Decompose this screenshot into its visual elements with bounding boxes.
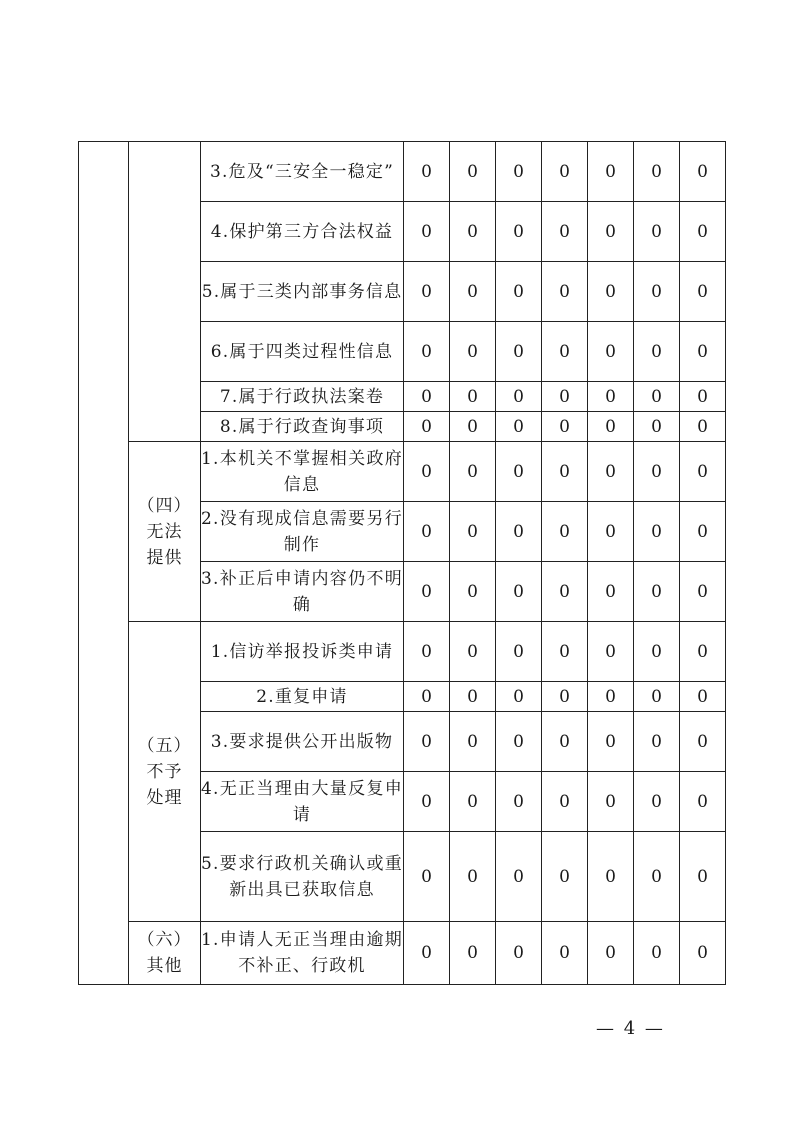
item-label-cell: 2.没有现成信息需要另行制作 [201, 502, 404, 562]
value-cell: 0 [634, 412, 680, 442]
value-cell: 0 [680, 412, 726, 442]
value-cell: 0 [404, 142, 450, 202]
value-cell: 0 [404, 502, 450, 562]
value-cell: 0 [542, 682, 588, 712]
item-label-cell: 5.要求行政机关确认或重新出具已获取信息 [201, 832, 404, 922]
value-cell: 0 [496, 562, 542, 622]
table-row [79, 442, 726, 502]
statistics-table [78, 141, 726, 985]
value-cell: 0 [450, 622, 496, 682]
value-cell: 0 [588, 682, 634, 712]
value-cell: 0 [588, 832, 634, 922]
item-label-cell: 3.要求提供公开出版物 [201, 712, 404, 772]
item-label-cell: 6.属于四类过程性信息 [201, 322, 404, 382]
value-cell: 0 [542, 322, 588, 382]
value-cell: 0 [404, 922, 450, 985]
value-cell: 0 [542, 622, 588, 682]
value-cell: 0 [680, 922, 726, 985]
value-cell: 0 [588, 382, 634, 412]
item-label-cell: 1.本机关不掌握相关政府信息 [201, 442, 404, 502]
item-label-cell: 1.信访举报投诉类申请 [201, 622, 404, 682]
value-cell: 0 [404, 622, 450, 682]
value-cell: 0 [404, 562, 450, 622]
value-cell: 0 [634, 562, 680, 622]
value-cell: 0 [404, 682, 450, 712]
value-cell: 0 [680, 622, 726, 682]
value-cell: 0 [496, 322, 542, 382]
value-cell: 0 [450, 832, 496, 922]
value-cell: 0 [542, 412, 588, 442]
value-cell: 0 [634, 442, 680, 502]
item-label-cell: 5.属于三类内部事务信息 [201, 262, 404, 322]
value-cell: 0 [496, 622, 542, 682]
value-cell: 0 [680, 142, 726, 202]
value-cell: 0 [588, 622, 634, 682]
table-row [79, 142, 726, 202]
value-cell: 0 [680, 442, 726, 502]
value-cell: 0 [588, 202, 634, 262]
value-cell: 0 [450, 502, 496, 562]
value-cell: 0 [496, 202, 542, 262]
value-cell: 0 [542, 142, 588, 202]
category-cell: （六） 其他 [129, 922, 201, 985]
outer-category-cell [79, 142, 129, 985]
value-cell: 0 [404, 772, 450, 832]
value-cell: 0 [450, 922, 496, 985]
value-cell: 0 [542, 562, 588, 622]
value-cell: 0 [634, 142, 680, 202]
value-cell: 0 [680, 202, 726, 262]
value-cell: 0 [634, 772, 680, 832]
value-cell: 0 [588, 502, 634, 562]
value-cell: 0 [542, 832, 588, 922]
value-cell: 0 [634, 832, 680, 922]
value-cell: 0 [588, 142, 634, 202]
value-cell: 0 [496, 772, 542, 832]
item-label-cell: 4.无正当理由大量反复申请 [201, 772, 404, 832]
value-cell: 0 [496, 412, 542, 442]
value-cell: 0 [588, 772, 634, 832]
value-cell: 0 [680, 322, 726, 382]
value-cell: 0 [588, 412, 634, 442]
value-cell: 0 [450, 712, 496, 772]
value-cell: 0 [634, 502, 680, 562]
value-cell: 0 [542, 712, 588, 772]
item-label-cell: 1.申请人无正当理由逾期不补正、行政机 [201, 922, 404, 985]
value-cell: 0 [588, 262, 634, 322]
table-row [79, 922, 726, 985]
value-cell: 0 [496, 502, 542, 562]
value-cell: 0 [634, 712, 680, 772]
value-cell: 0 [450, 412, 496, 442]
value-cell: 0 [588, 922, 634, 985]
value-cell: 0 [404, 202, 450, 262]
value-cell: 0 [542, 502, 588, 562]
value-cell: 0 [404, 832, 450, 922]
value-cell: 0 [542, 262, 588, 322]
value-cell: 0 [450, 262, 496, 322]
value-cell: 0 [680, 772, 726, 832]
value-cell: 0 [450, 202, 496, 262]
value-cell: 0 [680, 682, 726, 712]
value-cell: 0 [588, 442, 634, 502]
value-cell: 0 [634, 262, 680, 322]
value-cell: 0 [634, 922, 680, 985]
value-cell: 0 [450, 382, 496, 412]
value-cell: 0 [542, 382, 588, 412]
value-cell: 0 [404, 322, 450, 382]
value-cell: 0 [450, 562, 496, 622]
item-label-cell: 3.补正后申请内容仍不明确 [201, 562, 404, 622]
value-cell: 0 [634, 682, 680, 712]
value-cell: 0 [542, 922, 588, 985]
value-cell: 0 [404, 412, 450, 442]
value-cell: 0 [450, 442, 496, 502]
value-cell: 0 [496, 712, 542, 772]
category-cell: （四） 无法 提供 [129, 442, 201, 622]
value-cell: 0 [680, 832, 726, 922]
value-cell: 0 [542, 202, 588, 262]
value-cell: 0 [450, 142, 496, 202]
item-label-cell: 4.保护第三方合法权益 [201, 202, 404, 262]
value-cell: 0 [404, 712, 450, 772]
category-cell [129, 142, 201, 442]
value-cell: 0 [496, 382, 542, 412]
value-cell: 0 [496, 682, 542, 712]
value-cell: 0 [634, 202, 680, 262]
value-cell: 0 [680, 262, 726, 322]
value-cell: 0 [634, 622, 680, 682]
value-cell: 0 [496, 922, 542, 985]
value-cell: 0 [588, 712, 634, 772]
table-row [79, 622, 726, 682]
value-cell: 0 [680, 562, 726, 622]
value-cell: 0 [496, 442, 542, 502]
item-label-cell: 7.属于行政执法案卷 [201, 382, 404, 412]
value-cell: 0 [450, 772, 496, 832]
value-cell: 0 [450, 682, 496, 712]
value-cell: 0 [680, 382, 726, 412]
value-cell: 0 [588, 322, 634, 382]
value-cell: 0 [496, 142, 542, 202]
item-label-cell: 8.属于行政查询事项 [201, 412, 404, 442]
value-cell: 0 [404, 382, 450, 412]
value-cell: 0 [680, 502, 726, 562]
value-cell: 0 [542, 442, 588, 502]
value-cell: 0 [588, 562, 634, 622]
value-cell: 0 [542, 772, 588, 832]
value-cell: 0 [450, 322, 496, 382]
value-cell: 0 [404, 442, 450, 502]
value-cell: 0 [496, 832, 542, 922]
category-cell: （五） 不予 处理 [129, 622, 201, 922]
value-cell: 0 [634, 382, 680, 412]
page-number: — 4 — [596, 1018, 665, 1039]
value-cell: 0 [496, 262, 542, 322]
item-label-cell: 3.危及“三安全一稳定” [201, 142, 404, 202]
value-cell: 0 [404, 262, 450, 322]
value-cell: 0 [680, 712, 726, 772]
item-label-cell: 2.重复申请 [201, 682, 404, 712]
value-cell: 0 [634, 322, 680, 382]
